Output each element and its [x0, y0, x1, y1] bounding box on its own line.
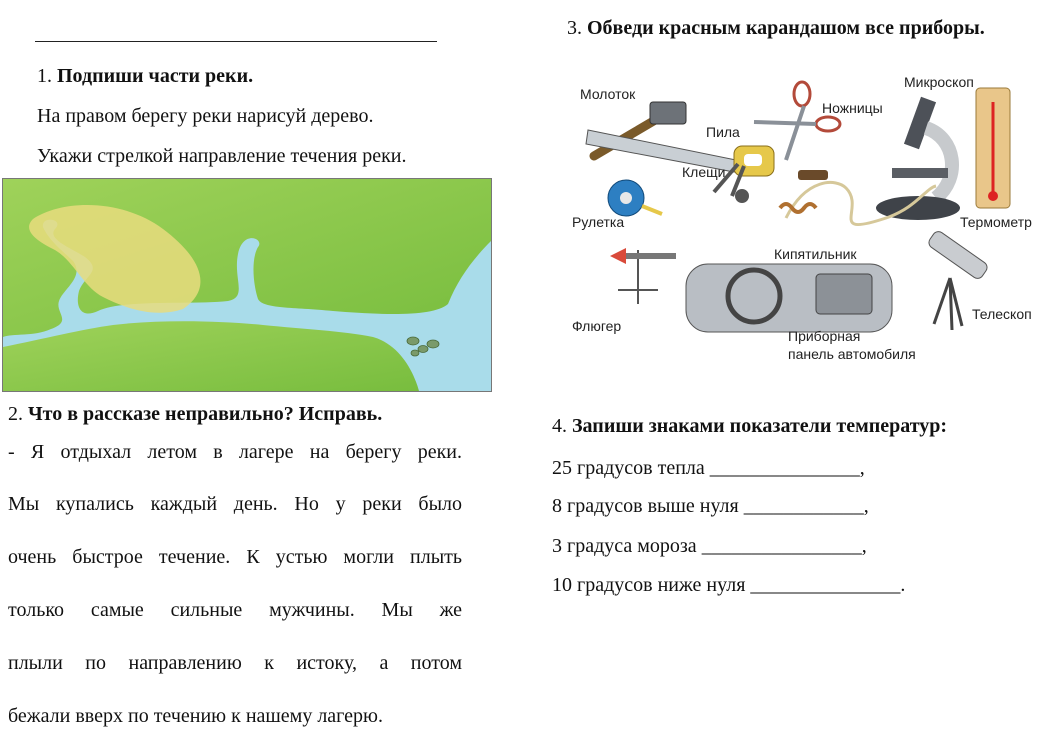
- label-kettle: Кипятильник: [774, 246, 857, 262]
- label-dashboard-2: панель автомобиля: [788, 346, 916, 362]
- task4-item: 8 градусов выше нуля ____________,: [552, 495, 869, 517]
- task1-title: Подпиши части реки.: [57, 65, 254, 87]
- task2-line: - Я отдыхал летом в лагере на берегу реки.: [8, 441, 462, 463]
- label-telescope: Телескоп: [972, 306, 1032, 322]
- task2-number: 2.: [8, 403, 23, 425]
- blank-line-top: [35, 41, 437, 42]
- river-map: [2, 178, 492, 392]
- label-microscope: Микроскоп: [904, 74, 974, 90]
- task3-heading: [567, 16, 985, 40]
- task2-heading: [8, 402, 382, 426]
- instruments-illustration: [566, 68, 1048, 378]
- saw-icon: [586, 130, 774, 176]
- task4-title: Запиши знаками показатели температур:: [572, 415, 948, 437]
- microscope-icon: [876, 97, 960, 220]
- task2-title: Что в рассказе неправильно? Исправь.: [28, 403, 383, 425]
- task1-line1: На правом берегу реки нарисуй дерево.: [37, 105, 374, 127]
- task3-number: 3.: [567, 17, 582, 39]
- weather-vane-icon: [610, 248, 676, 304]
- task1-heading: [37, 64, 253, 88]
- task2-line: только самые сильные мужчины. Мы же: [8, 599, 462, 621]
- task3-title: Обведи красным карандашом все приборы.: [587, 17, 985, 39]
- task2-line: Мы купались каждый день. Но у реки было: [8, 493, 462, 515]
- task4-heading: [552, 414, 947, 438]
- task4-item: 25 градусов тепла _______________,: [552, 457, 865, 479]
- task1-number: 1.: [37, 65, 52, 87]
- label-dashboard-1: Приборная: [788, 328, 861, 344]
- river-map-drawing: [3, 179, 491, 391]
- task1-line2: Укажи стрелкой направление течения реки.: [37, 145, 407, 167]
- car-dashboard-icon: [686, 264, 892, 332]
- task4-item: 10 градусов ниже нуля _______________.: [552, 574, 906, 596]
- label-scissors: Ножницы: [822, 100, 883, 116]
- label-thermometer: Термометр: [960, 214, 1032, 230]
- task2-line: очень быстрое течение. К устью могли плыть: [8, 546, 462, 568]
- task4-number: 4.: [552, 415, 567, 437]
- label-saw: Пила: [706, 124, 740, 140]
- label-vane: Флюгер: [572, 318, 622, 334]
- label-hammer: Молоток: [580, 86, 636, 102]
- task4-item: 3 градуса мороза ________________,: [552, 535, 867, 557]
- thermometer-icon: [976, 88, 1010, 208]
- label-pliers: Клещи: [682, 164, 726, 180]
- task2-line: плыли по направлению к истоку, а потом: [8, 652, 462, 674]
- label-tape: Рулетка: [572, 214, 625, 230]
- tape-measure-icon: [608, 180, 662, 216]
- task2-line: бежали вверх по течению к нашему лагерю.: [8, 705, 383, 727]
